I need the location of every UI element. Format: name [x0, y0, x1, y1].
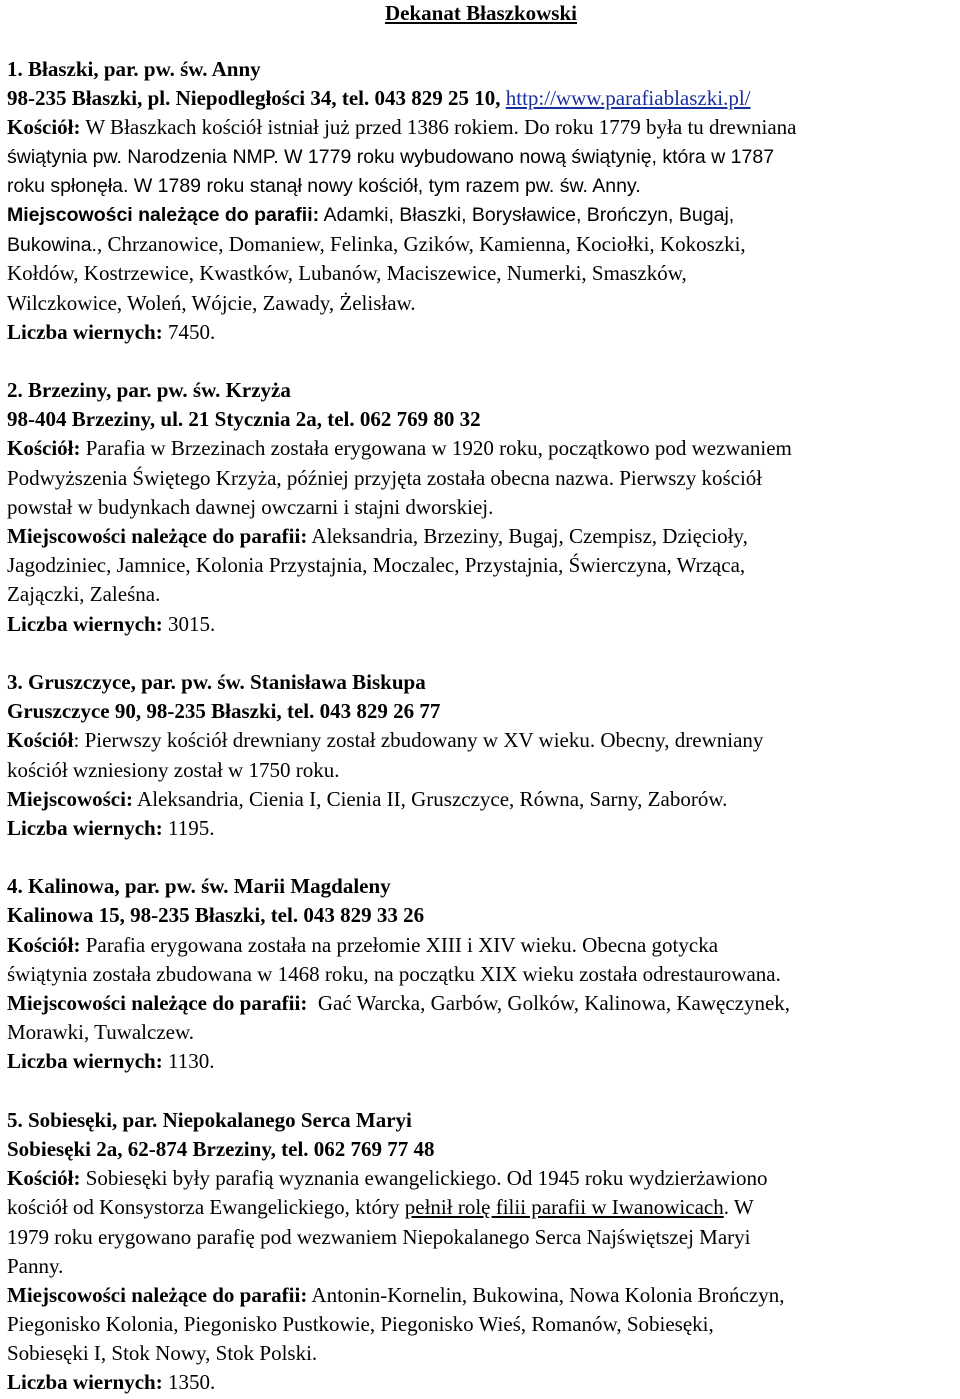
parish-sobieseki — [7, 1106, 955, 1398]
document-page — [7, 0, 955, 1398]
church-text: Kościół: Pierwszy kościół drewniany został zbudowany w XV wieku. Obecny, drewniany — [7, 728, 764, 753]
localities-text: Wilczkowice, Woleń, Wójcie, Zawady, Żelisław. — [7, 290, 416, 315]
parish-address: 98-235 Błaszki, pl. Niepodległości 34, tel. 043 829 25 10, http://www.parafiablaszki.pl/ — [7, 86, 751, 111]
parish-address: Sobiesęki 2a, 62-874 Brzeziny, tel. 062 769 77 48 — [7, 1136, 435, 1161]
church-text: świątynia pw. Narodzenia NMP. W 1779 roku wybudowano nową świątynię, która w 1787 — [7, 145, 775, 168]
localities-text: Miejscowości należące do parafii: Antonin-Kornelin, Bukowina, Nowa Kolonia Brończyn, — [7, 1282, 785, 1307]
localities-text: Kołdów, Kostrzewice, Kwastków, Lubanów, Maciszewice, Numerki, Smaszków, — [7, 261, 687, 286]
parish-heading: 2. Brzeziny, par. pw. św. Krzyża — [7, 378, 291, 403]
parish-website-link[interactable]: http://www.parafiablaszki.pl/ — [505, 86, 751, 111]
underlined-phrase: pełnił rolę filii parafii w Iwanowicach — [404, 1195, 724, 1220]
church-text: Panny. — [7, 1253, 64, 1278]
localities-text: Miejscowości należące do parafii: Adamki, Błaszki, Borysławice, Brończyn, Bugaj, — [7, 203, 735, 226]
parish-address: Kalinowa 15, 98-235 Błaszki, tel. 043 829 33 26 — [7, 903, 425, 928]
faithful-count: Liczba wiernych: 1130. — [7, 1049, 215, 1074]
faithful-count: Liczba wiernych: 3015. — [7, 611, 216, 636]
parish-blaszki — [7, 55, 955, 347]
localities-text: Piegonisko Kolonia, Piegonisko Pustkowie, Piegonisko Wieś, Romanów, Sobiesęki, — [7, 1312, 714, 1337]
church-text: Kościół: Parafia erygowana została na przełomie XIII i XIV wieku. Obecna gotycka — [7, 932, 719, 957]
parish-brzeziny — [7, 376, 955, 639]
page-title: Dekanat Błaszkowski — [385, 1, 577, 25]
church-text: kościół od Konsystorza Ewangelickiego, który pełnił rolę filii parafii w Iwanowicach. W — [7, 1195, 754, 1220]
localities-text: Zajączki, Zaleśna. — [7, 582, 161, 607]
church-text: powstał w budynkach dawnej owczarni i stajni dworskiej. — [7, 494, 494, 519]
church-text: Podwyższenia Świętego Krzyża, później przyjęta została obecna nazwa. Pierwszy kościół — [7, 465, 763, 490]
localities-text: Morawki, Tuwalczew. — [7, 1020, 195, 1045]
church-text: Kościół: W Błaszkach kościół istniał już przed 1386 rokiem. Do roku 1779 była tu drewniana — [7, 115, 797, 140]
church-text: Kościół: Parafia w Brzezinach została erygowana w 1920 roku, początkowo pod wezwaniem — [7, 436, 792, 461]
church-text: kościół wzniesiony został w 1750 roku. — [7, 757, 340, 782]
church-text: 1979 roku erygowano parafię pod wezwaniem Niepokalanego Serca Najświętszej Maryi — [7, 1224, 751, 1249]
parish-heading: 1. Błaszki, par. pw. św. Anny — [7, 57, 261, 81]
localities-text: Bukowina., Chrzanowice, Domaniew, Felinka, Gzików, Kamienna, Kociołki, Kokoszki, — [7, 232, 746, 257]
localities-text: Miejscowości należące do parafii: Gać Warcka, Garbów, Golków, Kalinowa, Kawęczynek, — [7, 991, 791, 1015]
parish-kalinowa — [7, 872, 955, 1076]
parish-gruszczyce — [7, 668, 955, 843]
faithful-count: Liczba wiernych: 7450. — [7, 319, 216, 344]
parish-heading: 5. Sobiesęki, par. Niepokalanego Serca Maryi — [7, 1107, 412, 1132]
localities-text: Jagodziniec, Jamnice, Kolonia Przystajnia, Moczalec, Przystajnia, Świerczyna, Wrząca, — [7, 553, 746, 578]
church-text: Kościół: Sobiesęki były parafią wyznania ewangelickiego. Od 1945 roku wydzierżawiono — [7, 1166, 768, 1191]
parish-heading: 4. Kalinowa, par. pw. św. Marii Magdaleny — [7, 874, 391, 899]
localities-text: Miejscowości: Aleksandria, Cienia I, Cienia II, Gruszczyce, Równa, Sarny, Zaborów. — [7, 786, 728, 811]
parish-heading: 3. Gruszczyce, par. pw. św. Stanisława Biskupa — [7, 669, 426, 694]
parish-address: 98-404 Brzeziny, ul. 21 Stycznia 2a, tel. 062 769 80 32 — [7, 407, 481, 432]
localities-text: Sobiesęki I, Stok Nowy, Stok Polski. — [7, 1341, 318, 1366]
localities-text: Miejscowości należące do parafii: Aleksandria, Brzeziny, Bugaj, Czempisz, Dzięcioły, — [7, 524, 748, 548]
faithful-count: Liczba wiernych: 1195. — [7, 815, 215, 840]
faithful-count: Liczba wiernych: 1350. — [7, 1370, 216, 1395]
church-text: świątynia została zbudowana w 1468 roku, na początku XIX wieku została odrestaurowana. — [7, 961, 781, 986]
parish-address: Gruszczyce 90, 98-235 Błaszki, tel. 043 829 26 77 — [7, 699, 441, 724]
church-text: roku spłonęła. W 1789 roku stanął nowy kościół, tym razem pw. św. Anny. — [7, 174, 641, 197]
